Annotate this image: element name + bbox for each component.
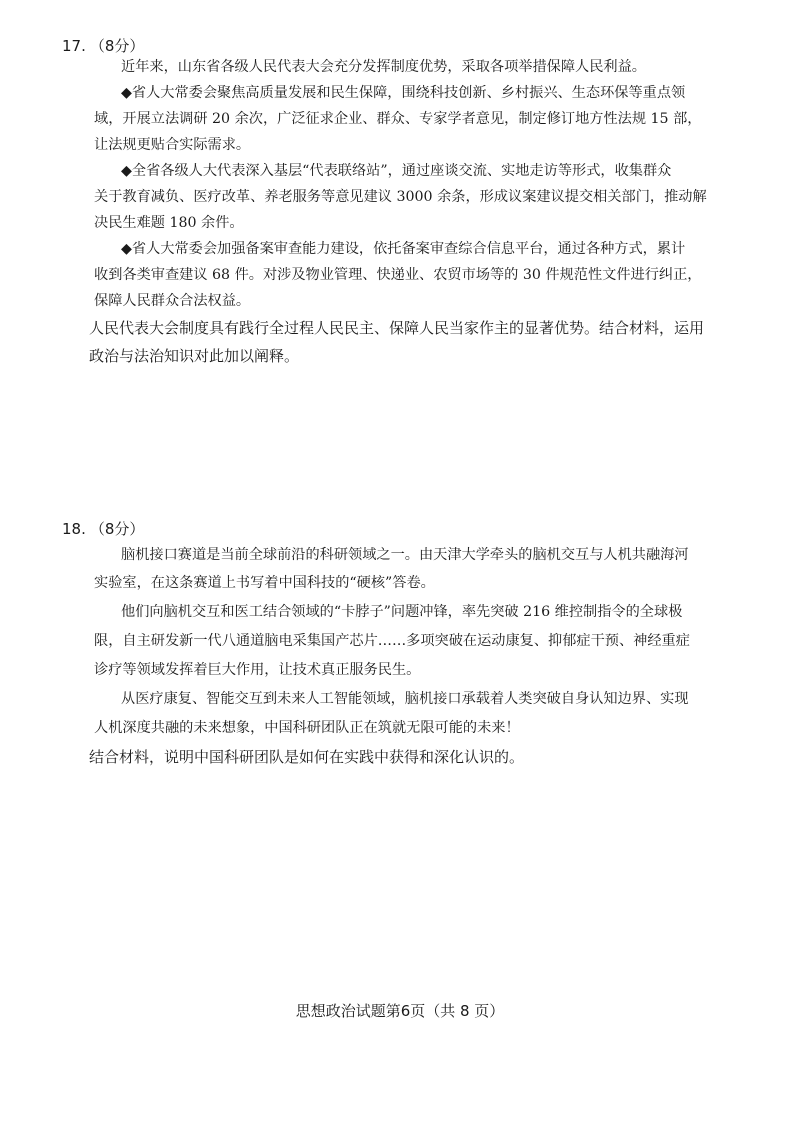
q17-material-line-3: 域，开展立法调研 20 余次，广泛征求企业、群众、专家学者意见，制定修订地方性法规 15 部， [94,111,702,127]
q17-material-line-1: 近年来，山东省各级人民代表大会充分发挥制度优势，采取各项举措保障人民利益。 [121,59,646,75]
q17-material-line-9: 收到各类审查建议 68 件。对涉及物业管理、快递业、农贸市场等的 30 件规范性文件进行纠正， [94,267,702,283]
q17-material-line-7: 决民生难题 180 余件。 [94,215,244,231]
question-17-points: （8分） [89,37,145,55]
q17-material-line-2: ◆省人大常委会聚焦高质量发展和民生保障，围绕科技创新、乡村振兴、生态环保等重点领 [121,85,686,101]
q18-material-line-4: 限，自主研发新一代八通道脑电采集国产芯片……多项突破在运动康复、抑郁症干预、神经重症 [94,633,690,649]
q17-question-line-2: 政治与法治知识对此加以阐释。 [89,347,300,365]
q18-material-line-7: 人机深度共融的未来想象，中国科研团队正在筑就无限可能的未来！ [94,720,520,736]
q17-material-line-8: ◆省人大常委会加强备案审查能力建设，依托备案审查综合信息平台，通过各种方式，累计 [121,241,686,257]
q18-material-line-1: 脑机接口赛道是当前全球前沿的科研领域之一。由天津大学牵头的脑机交互与人机共融海河 [121,547,689,563]
q18-question-line-1: 结合材料，说明中国科研团队是如何在实践中获得和深化认识的。 [89,748,525,766]
question-18-header [62,519,144,539]
q17-question-line-1: 人民代表大会制度具有践行全过程人民民主、保障人民当家作主的显著优势。结合材料，运用 [89,319,705,337]
q18-material-line-2: 实验室，在这条赛道上书写着中国科技的“硬核”答卷。 [94,575,435,591]
q18-material-line-5: 诊疗等领域发挥着巨大作用，让技术真正服务民生。 [94,662,421,678]
q17-material-line-6: 关于教育减负、医疗改革、养老服务等意见建议 3000 余条，形成议案建议提交相关部门，推动解 [94,189,707,205]
q17-material-line-10: 保障人民群众合法权益。 [94,293,251,309]
question-18-number: 18. [62,520,86,538]
q18-material-line-3: 他们向脑机交互和医工结合领域的“卡脖子”问题冲锋，率先突破 216 维控制指令的全球极 [121,604,683,620]
question-17-header [62,36,144,56]
q17-material-line-5: ◆全省各级人大代表深入基层“代表联络站”，通过座谈交流、实地走访等形式，收集群众 [121,163,672,179]
q17-material-line-4: 让法规更贴合实际需求。 [94,137,251,153]
question-18-points: （8分） [89,520,145,538]
page-footer: 思想政治试题第6页（共 8 页） [295,1002,505,1020]
q18-material-line-6: 从医疗康复、智能交互到未来人工智能领域，脑机接口承载着人类突破自身认知边界、实现 [121,691,689,707]
question-17-number: 17. [62,37,86,55]
